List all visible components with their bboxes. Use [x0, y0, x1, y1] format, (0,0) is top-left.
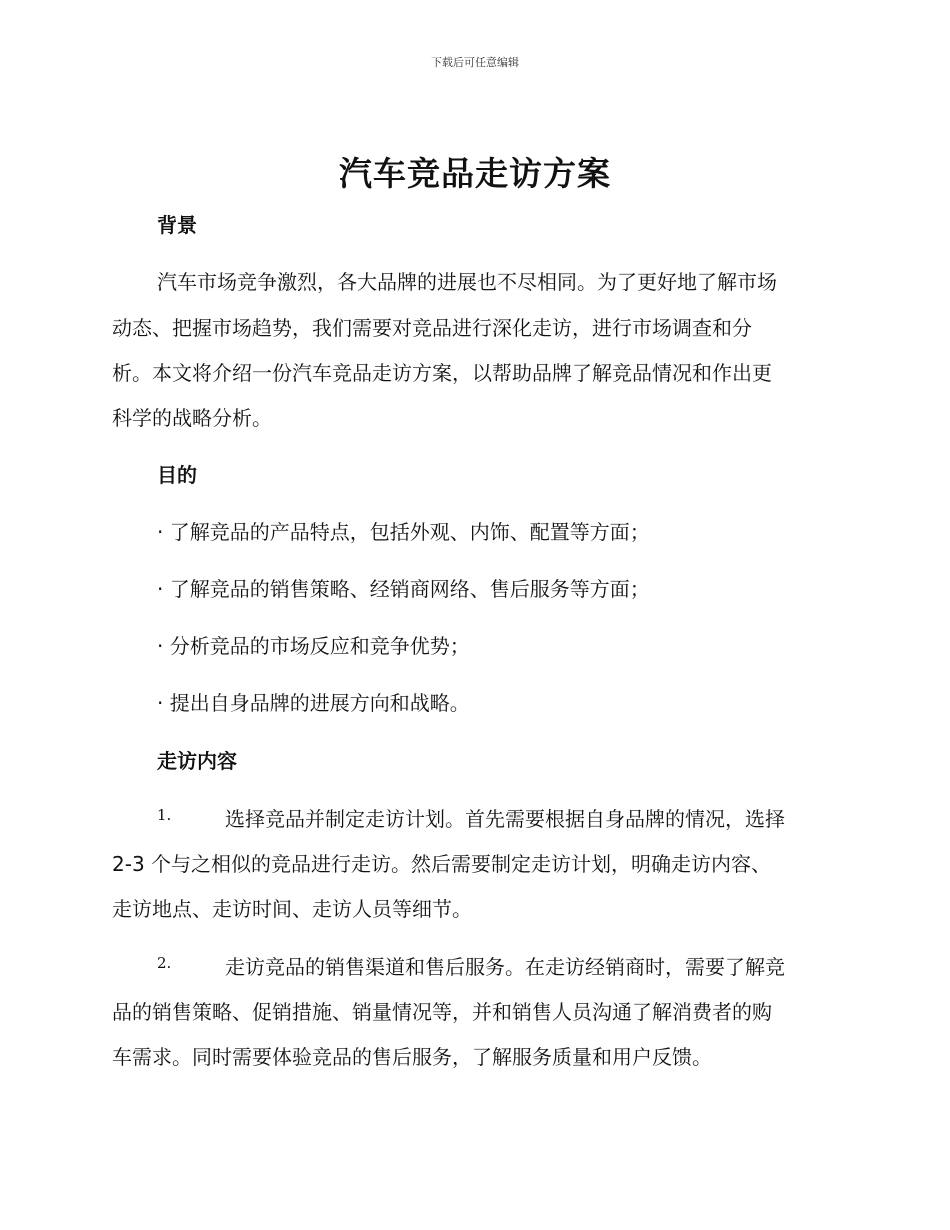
step-text-line: 车需求。同时需要体验竞品的售后服务，了解服务质量和用户反馈。	[112, 1045, 712, 1069]
background-paragraph-line: 汽车市场竞争激烈，各大品牌的进展也不尽相同。为了更好地了解市场	[157, 270, 777, 294]
step-number: 1.	[157, 806, 172, 824]
page-header-note: 下载后可任意编辑	[431, 56, 519, 69]
step-number: 2.	[157, 954, 172, 972]
step-text-line: 走访地点、走访时间、走访人员等细节。	[112, 897, 472, 921]
step-text-line: 品的销售策略、促销措施、销量情况等，并和销售人员沟通了解消费者的购	[112, 1000, 772, 1024]
purpose-list-item: · 分析竞品的市场反应和竞争优势；	[157, 634, 470, 658]
purpose-list-item: · 了解竞品的销售策略、经销商网络、售后服务等方面；	[157, 577, 650, 601]
background-paragraph-line: 科学的战略分析。	[112, 406, 272, 430]
document-title: 汽车竞品走访方案	[339, 154, 611, 193]
purpose-list-item: · 了解竞品的产品特点，包括外观、内饰、配置等方面；	[157, 520, 650, 544]
section-heading-purpose: 目的	[157, 463, 197, 487]
step-text-line: 2-3 个与之相似的竞品进行走访。然后需要制定走访计划，明确走访内容、	[112, 852, 772, 876]
background-paragraph-line: 析。本文将介绍一份汽车竞品走访方案，以帮助品牌了解竞品情况和作出更	[112, 361, 772, 385]
section-heading-background: 背景	[157, 213, 197, 237]
step-text-line: 选择竞品并制定走访计划。首先需要根据自身品牌的情况，选择	[225, 807, 785, 831]
purpose-list-item: · 提出自身品牌的进展方向和战略。	[157, 691, 470, 715]
step-text-line: 走访竞品的销售渠道和售后服务。在走访经销商时，需要了解竞	[225, 955, 785, 979]
background-paragraph-line: 动态、把握市场趋势，我们需要对竞品进行深化走访，进行市场调查和分	[112, 316, 752, 340]
section-heading-content: 走访内容	[157, 749, 237, 773]
